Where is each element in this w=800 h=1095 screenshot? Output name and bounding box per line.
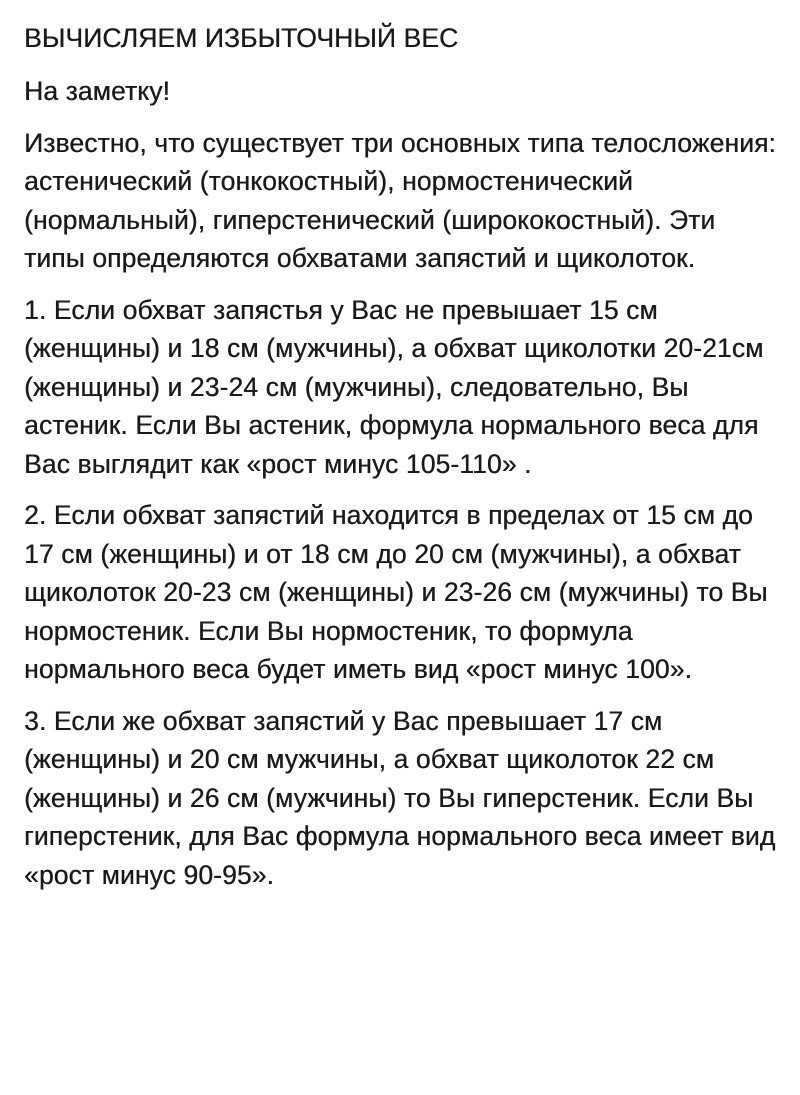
item-normosthenic: 2. Если обхват запястий находится в пределах от 15 см до 17 см (женщины) и от 18 см до 20 см (мужчины), а обхват щиколоток 20-23 см (женщины) и 23-26 см (мужчины) то Вы нормостеник. Если Вы нормостеник, то формула нормального веса будет иметь вид «рост минус 100». bbox=[24, 500, 768, 684]
document-title: ВЫЧИСЛЯЕМ ИЗБЫТОЧНЫЙ ВЕС bbox=[24, 23, 459, 53]
spacer bbox=[24, 58, 780, 72]
intro-paragraph: Известно, что существует три основных типа телосложения: астенический (тонкокостный), нормостенический (нормальный), гиперстенический (ширококостный). Эти типы определяются обхватами запястий и щиколоток. bbox=[24, 127, 776, 273]
spacer bbox=[24, 483, 780, 496]
item-asthenic: 1. Если обхват запястья у Вас не превышает 15 см (женщины) и 18 см (мужчины), а обхват щиколотки 20-21см (женщины) и 23-24 см (мужчины), следовательно, Вы астеник. Если Вы астеник, формула нормального веса для Вас выглядит как «рост минус 105-110» . bbox=[24, 294, 764, 479]
item-hypersthenic: 3. Если же обхват запястий у Вас превышает 17 см (женщины) и 20 см мужчины, а обхват щиколоток 22 см (женщины) и 26 см (мужчины) то Вы гиперстеник. Если Вы гиперстеник, для Вас формула нормального веса имеет вид «рост минус 90-95». bbox=[24, 705, 776, 890]
spacer bbox=[24, 111, 780, 124]
note-label: На заметку! bbox=[24, 76, 170, 106]
spacer bbox=[24, 278, 780, 291]
spacer bbox=[24, 689, 780, 702]
